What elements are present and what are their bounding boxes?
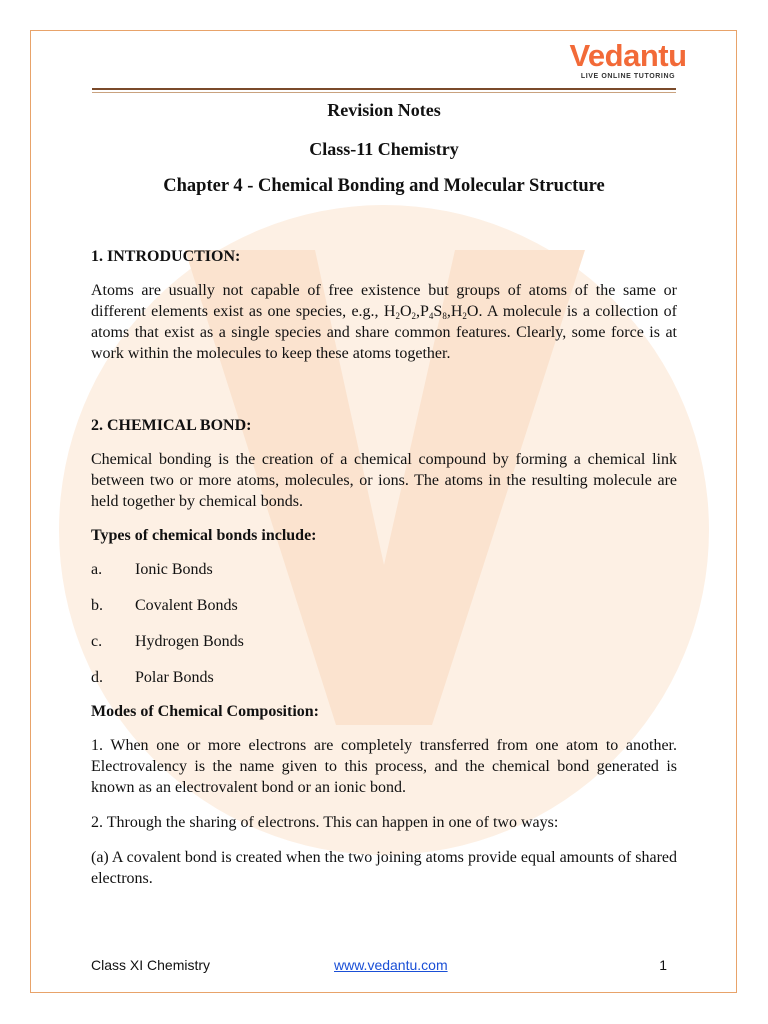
logo-wordmark: Vedantu (569, 38, 687, 73)
vedantu-logo (568, 38, 688, 86)
chemical-bond-paragraph: Chemical bonding is the creation of a chemical compound by forming a chemical link between two or more atoms, molecules, or ions. The atoms in the resulting molecule are held together by chemical bonds. (91, 451, 677, 510)
modes-paragraph-3: (a) A covalent bond is created when the two joining atoms provide equal amounts of shared electrons. (91, 849, 677, 887)
header-rule (92, 88, 676, 90)
list-item: b. Covalent Bonds (91, 597, 238, 614)
logo-tagline: LIVE ONLINE TUTORING (580, 73, 676, 80)
intro-text-after: . A molecule is a collection of atoms that exist as a single species and share common features. Clearly, some force is at work within the molecules to keep these atoms together. (91, 303, 678, 362)
header-rule-thin (92, 92, 676, 93)
footer-website-link[interactable]: www.vedantu.com (334, 957, 448, 973)
heading-chemical-bond: 2. CHEMICAL BOND: (91, 417, 252, 434)
title-class: Class-11 Chemistry (309, 139, 459, 159)
title-revision-notes: Revision Notes (327, 100, 441, 120)
example-formulas: $H_2O_2,P_4S_8,H_2O$ (383, 303, 479, 321)
intro-paragraph (91, 280, 677, 364)
page-footer (91, 957, 667, 977)
heading-types-of-bonds: Types of chemical bonds include: (91, 527, 317, 544)
list-item: c. Hydrogen Bonds (91, 633, 244, 650)
heading-introduction: 1. INTRODUCTION: (91, 248, 241, 265)
intro-text-before: Atoms are usually not capable of free existence but groups of atoms of the same or different elements exist as one species, e.g., (91, 282, 677, 320)
page-number: 1 (659, 957, 667, 973)
title-chapter: Chapter 4 - Chemical Bonding and Molecular Structure (163, 176, 605, 196)
heading-modes-of-composition: Modes of Chemical Composition: (91, 703, 319, 720)
modes-paragraph-2: 2. Through the sharing of electrons. This can happen in one of two ways: (91, 814, 559, 831)
footer-class-label: Class XI Chemistry (91, 957, 211, 973)
bond-types-list (91, 559, 677, 688)
modes-paragraph-1: 1. When one or more electrons are completely transferred from one atom to another. Electrovalency is the name given to this process, and the chemical bond generated is known as an electrovalent bond or an ionic bond. (91, 737, 677, 796)
document-body (91, 98, 677, 889)
list-item: d. Polar Bonds (91, 669, 214, 686)
list-item: a. Ionic Bonds (91, 561, 213, 578)
